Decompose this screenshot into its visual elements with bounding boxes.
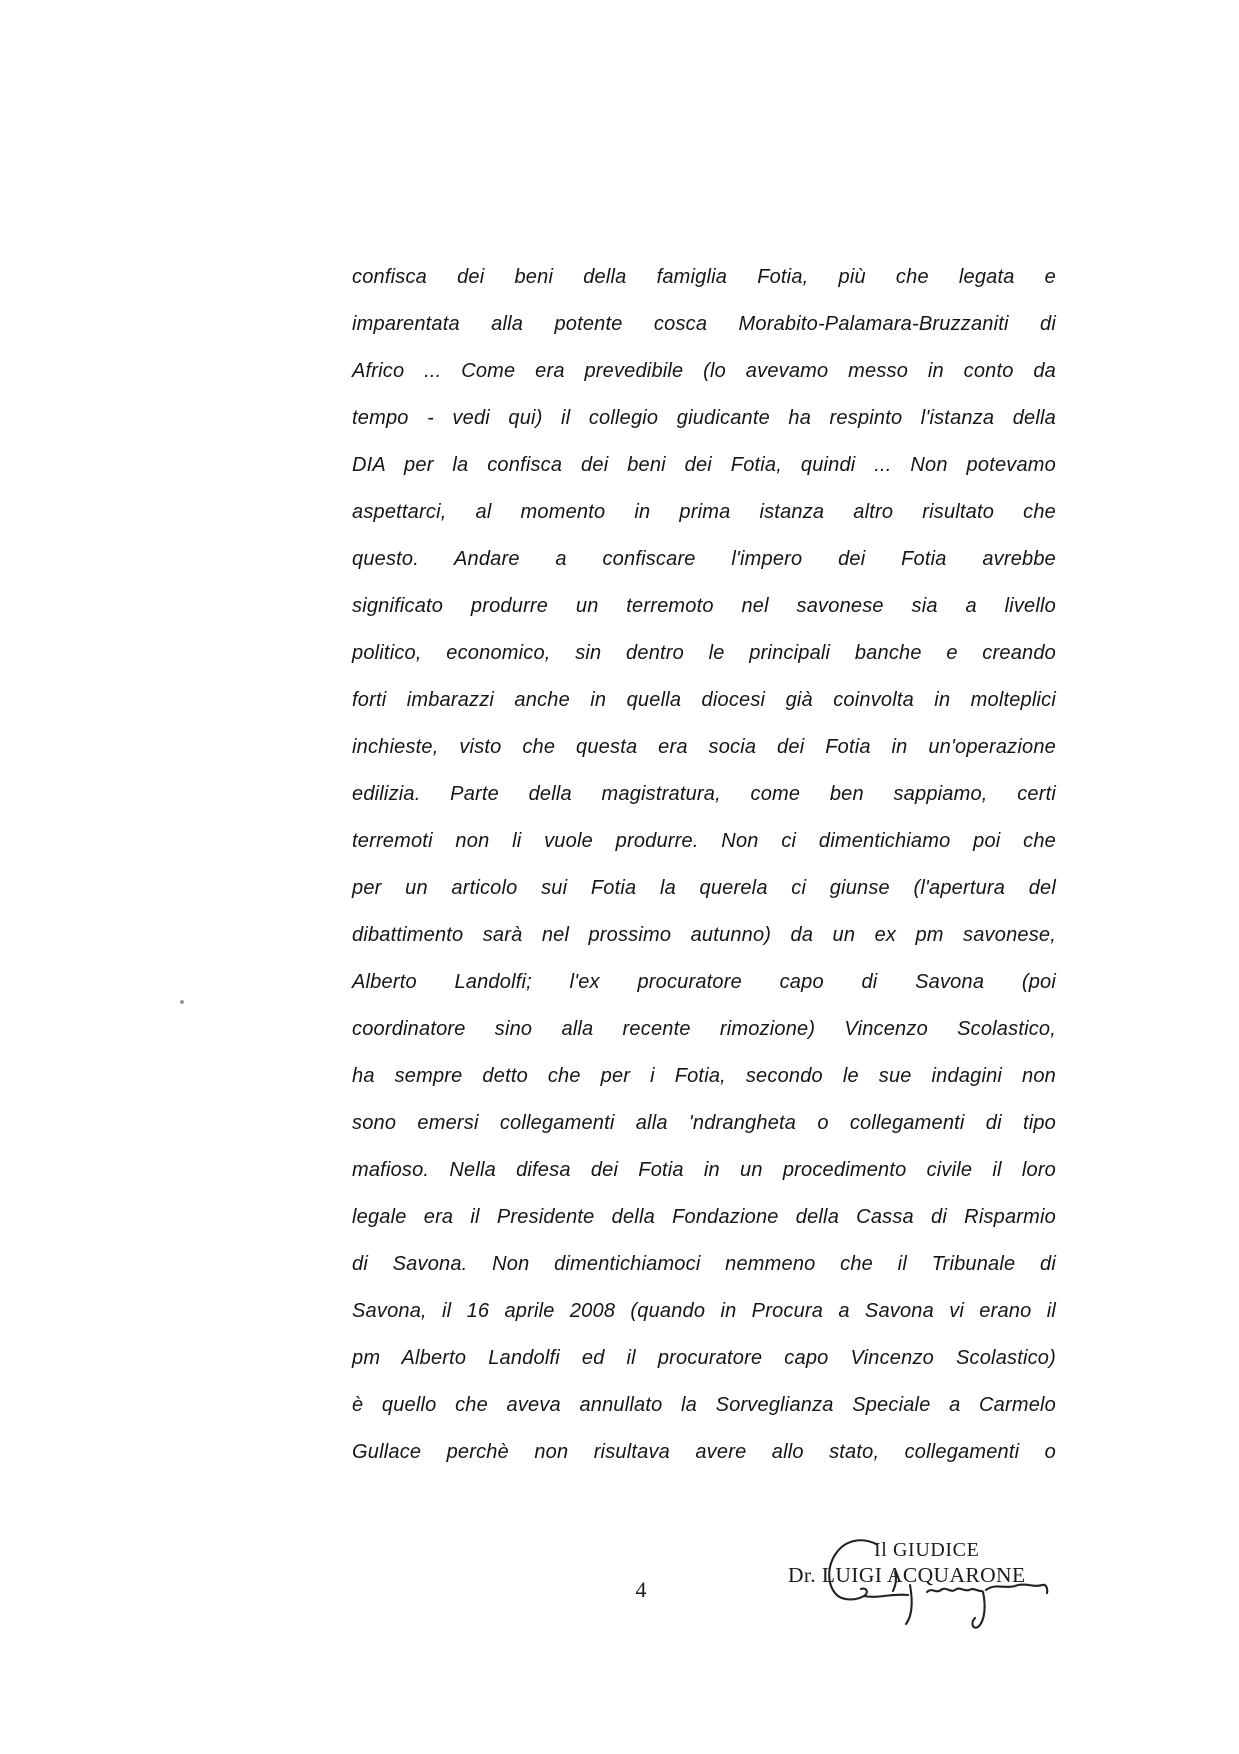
handwritten-signature-icon: [820, 1530, 1060, 1655]
text-line: imparentata alla potente cosca Morabito-Palamara-Bruzzaniti di: [352, 313, 1056, 335]
page-number: 4: [635, 1577, 647, 1602]
text-line: di Savona. Non dimentichiamoci nemmeno che il Tribunale di: [352, 1253, 1056, 1275]
text-line: sono emersi collegamenti alla 'ndrangheta o collegamenti di tipo: [352, 1112, 1056, 1134]
text-line: pm Alberto Landolfi ed il procuratore capo Vincenzo Scolastico): [352, 1347, 1056, 1369]
text-line: Africo ... Come era prevedibile (lo avevamo messo in conto da: [352, 360, 1056, 382]
text-line: coordinatore sino alla recente rimozione) Vincenzo Scolastico,: [352, 1018, 1056, 1040]
text-line: Savona, il 16 aprile 2008 (quando in Procura a Savona vi erano il: [352, 1300, 1056, 1322]
text-line: confisca dei beni della famiglia Fotia, più che legata e: [352, 266, 1056, 288]
text-line: edilizia. Parte della magistratura, come ben sappiamo, certi: [352, 783, 1056, 805]
text-line: Gullace perchè non risultava avere allo stato, collegamenti o: [352, 1441, 1056, 1463]
signature-name: Dr. LUIGI ACQUARONE: [788, 1563, 1026, 1587]
text-line: politico, economico, sin dentro le principali banche e creando: [352, 642, 1056, 664]
text-line: ha sempre detto che per i Fotia, secondo le sue indagini non: [352, 1065, 1056, 1087]
text-line: è quello che aveva annullato la Sorveglianza Speciale a Carmelo: [352, 1394, 1056, 1416]
text-line: aspettarci, al momento in prima istanza altro risultato che: [352, 501, 1056, 523]
text-line: inchieste, visto che questa era socia dei Fotia in un'operazione: [352, 736, 1056, 758]
signature-role: Il GIUDICE: [874, 1539, 980, 1561]
text-line: significato produrre un terremoto nel savonese sia a livello: [352, 595, 1056, 617]
text-line: DIA per la confisca dei beni dei Fotia, quindi ... Non potevamo: [352, 454, 1056, 476]
body-text: [352, 254, 1056, 1476]
text-line: forti imbarazzi anche in quella diocesi già coinvolta in molteplici: [352, 689, 1056, 711]
text-line: legale era il Presidente della Fondazione della Cassa di Risparmio: [352, 1206, 1056, 1228]
text-line: mafioso. Nella difesa dei Fotia in un procedimento civile il loro: [352, 1159, 1056, 1181]
text-line: questo. Andare a confiscare l'impero dei Fotia avrebbe: [352, 548, 1056, 570]
text-line: dibattimento sarà nel prossimo autunno) da un ex pm savonese,: [352, 924, 1056, 946]
text-line: Alberto Landolfi; l'ex procuratore capo di Savona (poi: [352, 971, 1056, 993]
scan-artifact-dot: [180, 1000, 184, 1004]
text-line: tempo - vedi qui) il collegio giudicante ha respinto l'istanza della: [352, 407, 1056, 429]
text-line: terremoti non li vuole produrre. Non ci dimentichiamo poi che: [352, 830, 1056, 852]
text-line: per un articolo sui Fotia la querela ci giunse (l'apertura del: [352, 877, 1056, 899]
